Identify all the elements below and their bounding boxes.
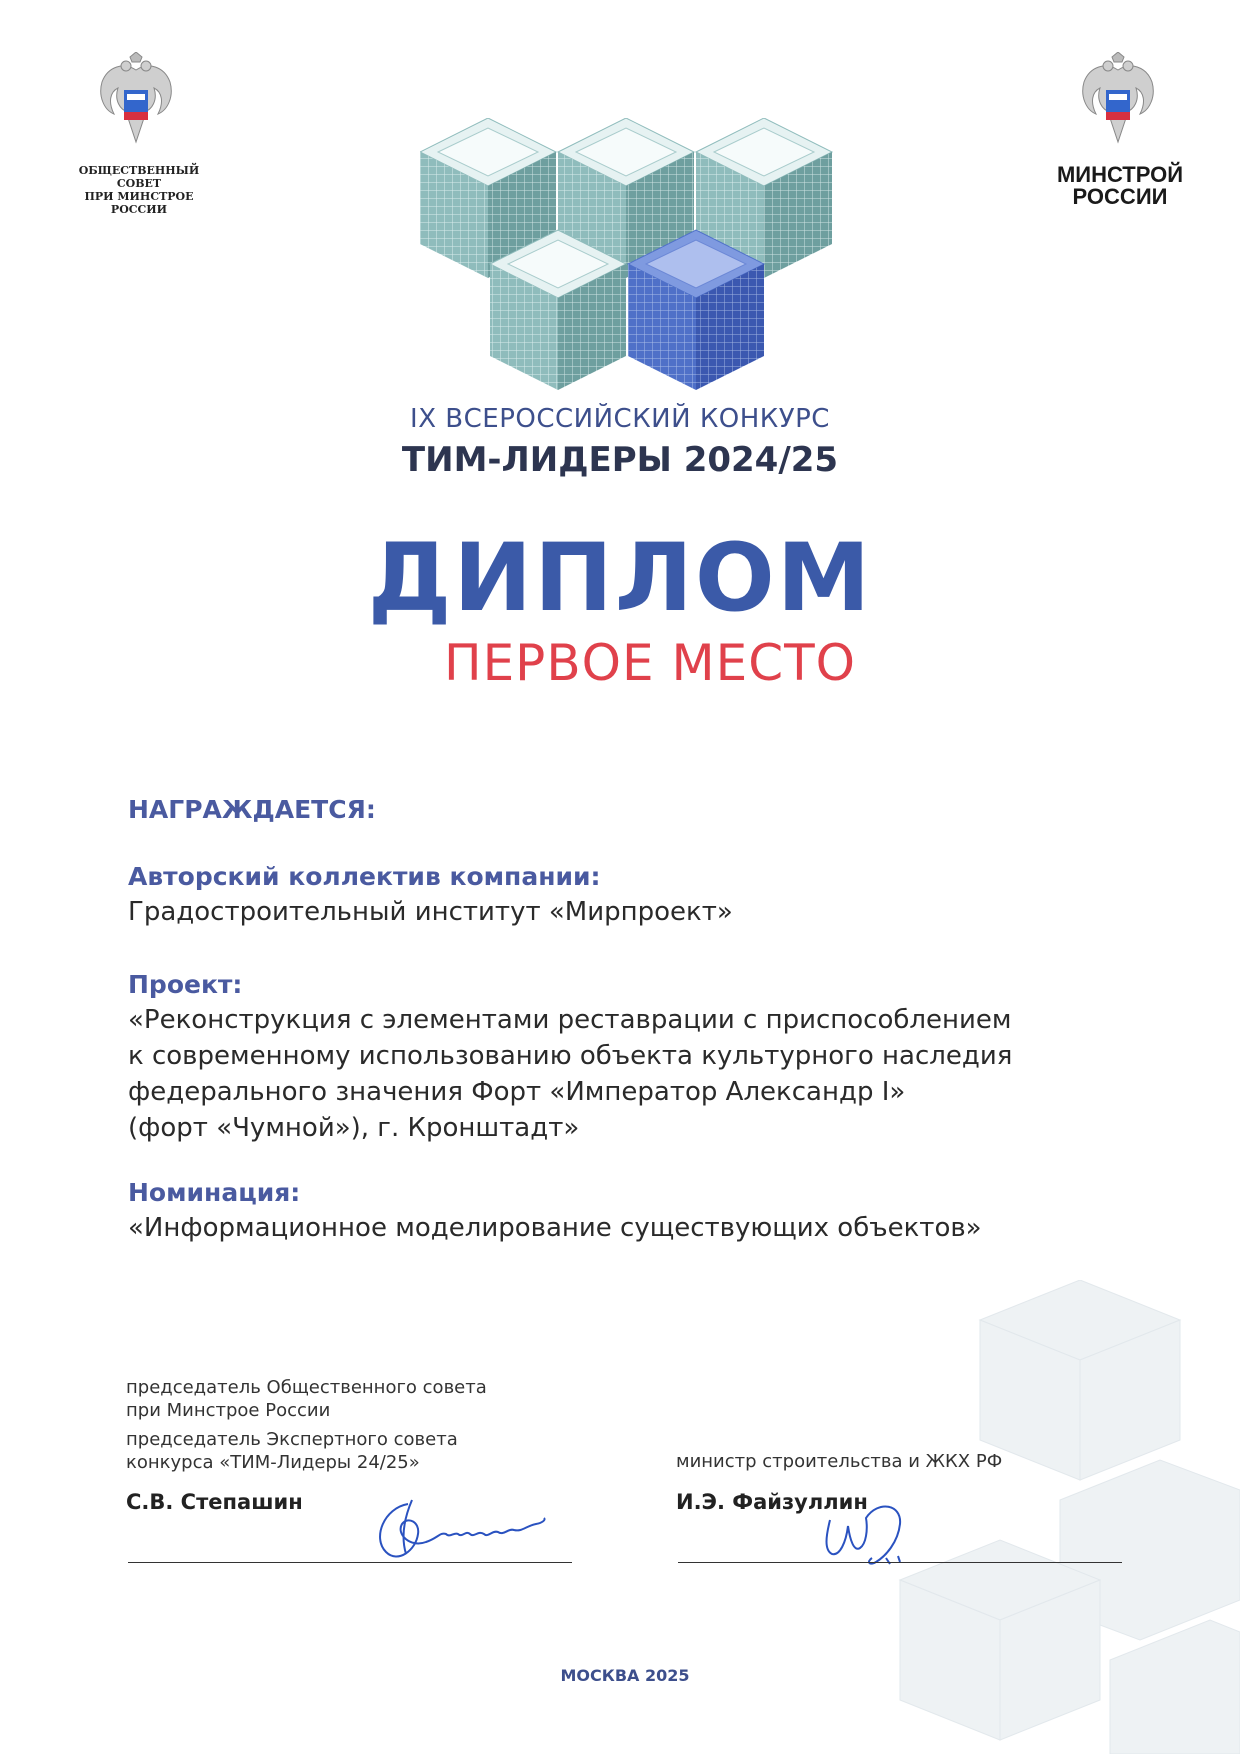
first-place-title: ПЕРВОЕ МЕСТО: [443, 634, 857, 692]
public-council-label: ОБЩЕСТВЕННЫЙ СОВЕТ ПРИ МИНСТРОЕ РОССИИ: [78, 164, 200, 216]
company-name: Градостроительный институт «Мирпроект»: [128, 897, 733, 927]
ministry-eagle-emblem-icon: [1076, 52, 1160, 148]
project-description: «Реконструкция с элементами реставрации с приспособлением к современному использованию объекта культурного наследия федерального значения Форт «Император Александр I» (форт «Чумной»), г. Кронштадт»: [128, 1005, 1013, 1143]
awarded-label: НАГРАЖДАЕТСЯ:: [128, 795, 376, 824]
signatory-right-name: И.Э. Файзуллин: [676, 1490, 868, 1514]
contest-name: ТИМ-ЛИДЕРЫ 2024/25: [401, 440, 839, 480]
signatory-left-name: С.В. Степашин: [126, 1490, 303, 1514]
signature-line-left: [128, 1562, 572, 1563]
minister-title: министр строительства и ЖКХ РФ: [676, 1451, 1003, 1472]
tim-leaders-cubes-logo-icon: [420, 118, 834, 390]
contest-edition: IX ВСЕРОССИЙСКИЙ КОНКУРС: [410, 404, 830, 434]
signature-line-right: [678, 1562, 1122, 1563]
handwritten-signature-left: [366, 1494, 562, 1566]
project-label: Проект:: [128, 970, 243, 999]
public-council-chair-title: председатель Общественного совета при Минстрое России: [126, 1377, 487, 1421]
diploma-title: ДИПЛОМ: [367, 524, 873, 633]
ministry-label: МИНСТРОЙ РОССИИ: [1056, 162, 1184, 209]
footer-city-year: МОСКВА 2025: [560, 1666, 690, 1685]
expert-council-chair-title: председатель Экспертного совета конкурса «ТИМ-Лидеры 24/25»: [126, 1429, 458, 1473]
nomination-text: «Информационное моделирование существующих объектов»: [128, 1213, 982, 1243]
double-headed-eagle-emblem-icon: [94, 52, 178, 148]
team-label: Авторский коллектив компании:: [128, 862, 601, 891]
nomination-label: Номинация:: [128, 1178, 301, 1207]
handwritten-signature-right: [816, 1490, 926, 1570]
